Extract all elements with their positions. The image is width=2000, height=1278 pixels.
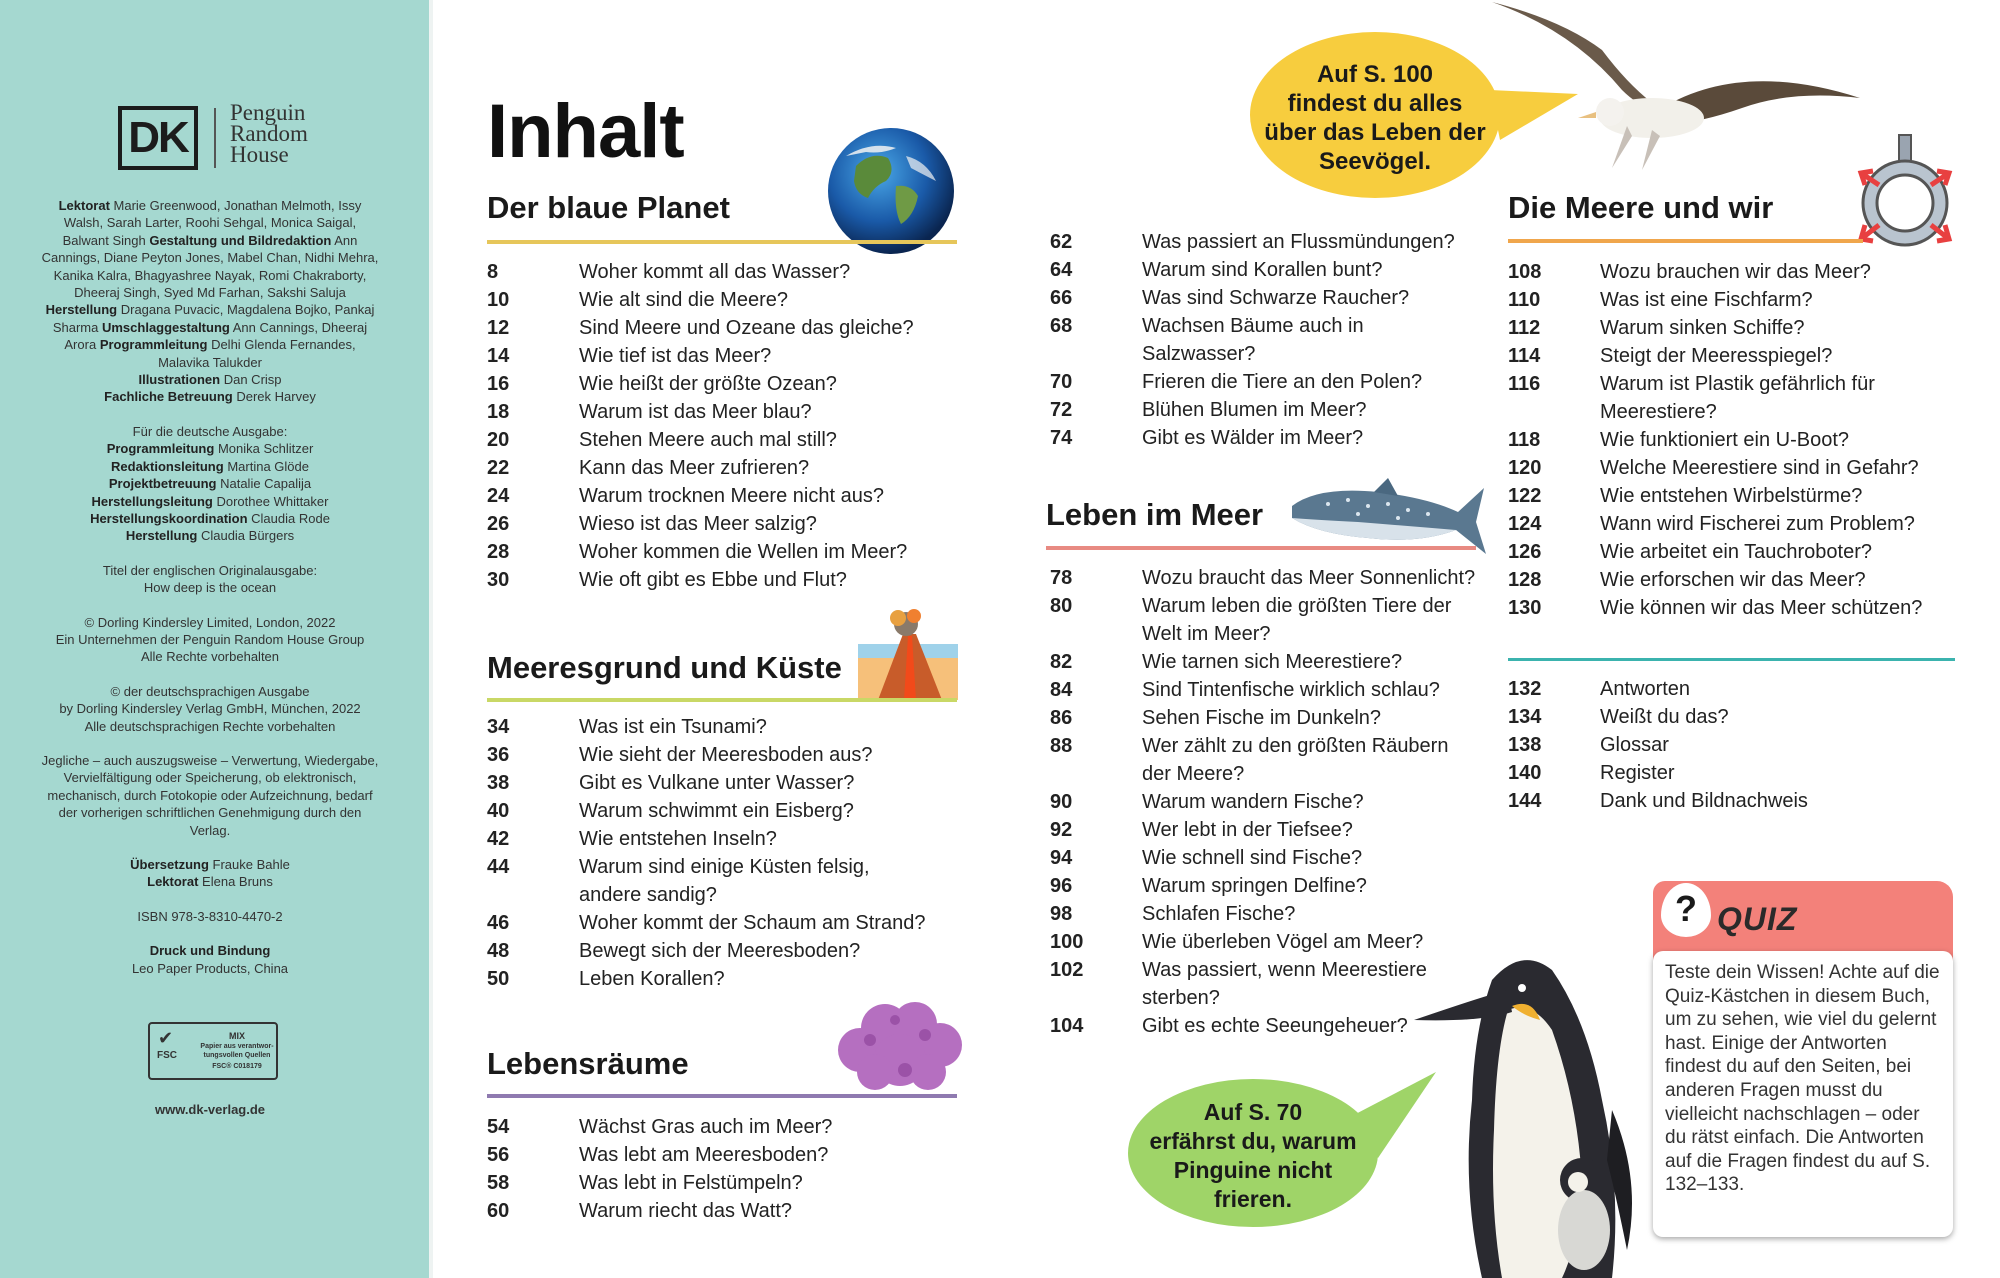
toc-entry[interactable]: 104 Gibt es echte Seeungeheuer? <box>1050 1015 1408 1037</box>
toc-entry[interactable]: 20 Stehen Meere auch mal still? <box>487 429 837 451</box>
dk-logo: DK <box>118 106 198 170</box>
toc-entry[interactable]: 120 Welche Meerestiere sind in Gefahr? <box>1508 457 1919 479</box>
toc-entry[interactable]: 118 Wie funktioniert ein U-Boot? <box>1508 429 1850 451</box>
extras-divider <box>1508 658 1955 661</box>
toc-entry[interactable]: 44 Warum sind einige Küsten felsig, andere sandig? <box>487 856 870 906</box>
toc-entry[interactable]: 56 Was lebt am Meeresboden? <box>487 1144 829 1166</box>
toc-entry[interactable]: 30 Wie oft gibt es Ebbe und Flut? <box>487 569 847 591</box>
translation-credits: Übersetzung Frauke Bahle Lektorat Elena Bruns <box>130 857 290 890</box>
toc-entry[interactable]: 18 Warum ist das Meer blau? <box>487 401 812 423</box>
toc-entry[interactable]: 16 Wie heißt der größte Ozean? <box>487 373 837 395</box>
page-title: Inhalt <box>487 89 684 174</box>
isbn: ISBN 978-3-8310-4470-2 <box>137 908 283 924</box>
toc-entry[interactable]: 50 Leben Korallen? <box>487 968 725 990</box>
fsc-tree-icon: ✔ <box>158 1028 174 1048</box>
toc-entry[interactable]: 48 Bewegt sich der Meeresboden? <box>487 940 861 962</box>
speech-bubble-seabirds: Auf S. 100 findest du alles über das Leben der Seevögel. <box>1264 61 1486 175</box>
toc-entry[interactable]: 64 Warum sind Korallen bunt? <box>1050 259 1383 281</box>
toc-entry[interactable]: 66 Was sind Schwarze Raucher? <box>1050 287 1410 309</box>
toc-entry[interactable]: 98 Schlafen Fische? <box>1050 903 1296 925</box>
toc-entry[interactable]: 74 Gibt es Wälder im Meer? <box>1050 427 1364 449</box>
earth-illustration <box>826 126 956 256</box>
volcano-illustration <box>858 604 958 700</box>
porthole-icon <box>1855 133 1955 253</box>
toc-entry[interactable]: 100 Wie überleben Vögel am Meer? <box>1050 931 1424 953</box>
toc-entry[interactable]: 68 Wachsen Bäume auch in Salzwasser? <box>1050 315 1364 365</box>
speech-bubble-penguins: Auf S. 70 erfährst du, warum Pinguine nicht frieren. <box>1149 1099 1357 1212</box>
toc-entry[interactable]: 134 Weißt du das? <box>1508 706 1729 728</box>
toc-entry[interactable]: 62 Was passiert an Flussmündungen? <box>1050 231 1455 253</box>
copyright-de: © der deutschsprachigen Ausgabe by Dorling Kindersley Verlag GmbH, München, 2022 Alle deutschsprachigen Rechte vorbehalten <box>59 683 361 734</box>
whale-shark-illustration <box>1288 478 1488 564</box>
section-title-meeresgrund: Meeresgrund und Küste <box>487 650 842 685</box>
publisher-logo <box>118 100 358 174</box>
section-title-blauer-planet: Der blaue Planet <box>487 190 730 225</box>
toc-entry[interactable]: 82 Wie tarnen sich Meerestiere? <box>1050 651 1403 673</box>
toc-list-meeresgrund <box>487 713 957 993</box>
toc-entry[interactable]: 86 Sehen Fische im Dunkeln? <box>1050 707 1382 729</box>
toc-entry[interactable]: 84 Sind Tintenfische wirklich schlau? <box>1050 679 1440 701</box>
toc-entry[interactable]: 122 Wie entstehen Wirbelstürme? <box>1508 485 1863 507</box>
toc-entry[interactable]: 70 Frieren die Tiere an den Polen? <box>1050 371 1423 393</box>
section-underline <box>1046 546 1476 550</box>
toc-entry[interactable]: 42 Wie entstehen Inseln? <box>487 828 777 850</box>
toc-list-lebensraeume-cont <box>1050 228 1480 452</box>
rights-notice: Jegliche – auch auszugsweise – Verwertung, Wiedergabe, Vervielfältigung oder Speicherung, ob elektronisch, mechanisch, durch Fotokopie oder Aufzeichnung, bedarf der vorherigen schriftlichen Genehmigung durch den Verlag. <box>41 752 379 838</box>
toc-entry[interactable]: 54 Wächst Gras auch im Meer? <box>487 1116 833 1138</box>
original-title: Titel der englischen Originalausgabe: How deep is the ocean <box>102 562 318 596</box>
toc-entry[interactable]: 126 Wie arbeitet ein Tauchroboter? <box>1508 541 1873 563</box>
toc-entry[interactable]: 128 Wie erforschen wir das Meer? <box>1508 569 1866 591</box>
section-underline <box>487 698 957 702</box>
toc-entry[interactable]: 112 Warum sinken Schiffe? <box>1508 317 1805 339</box>
fsc-badge: ✔ FSC MIX Papier aus verantwor-tungsvollen Quellen FSC® C018179 <box>148 1022 278 1080</box>
toc-entry[interactable]: 14 Wie tief ist das Meer? <box>487 345 772 367</box>
toc-entry[interactable]: 78 Wozu braucht das Meer Sonnenlicht? <box>1050 567 1476 589</box>
toc-entry[interactable]: 96 Warum springen Delfine? <box>1050 875 1367 897</box>
section-title-leben-im-meer: Leben im Meer <box>1046 497 1264 532</box>
toc-entry[interactable]: 26 Wieso ist das Meer salzig? <box>487 513 817 535</box>
toc-entry[interactable]: 144 Dank und Bildnachweis <box>1508 790 1808 812</box>
toc-entry[interactable]: 10 Wie alt sind die Meere? <box>487 289 788 311</box>
credits <box>40 197 380 994</box>
penguin-illustration <box>1412 950 1672 1278</box>
toc-list-blauer-planet <box>487 258 957 594</box>
toc-entry[interactable]: 94 Wie schnell sind Fische? <box>1050 847 1363 869</box>
quiz-text: Teste dein Wissen! Achte auf die Quiz-Kästchen in diesem Buch, um zu sehen, wie viel du gelernt hast. Einige der Antworten findest du auf den Seiten, bei anderen Fragen musst du vielleicht nachschlagen – oder du rätst einfach. Die Antworten auf die Fragen findest du auf S. 132–133. <box>1653 951 1953 1237</box>
toc-entry[interactable]: 110 Was ist eine Fischfarm? <box>1508 289 1813 311</box>
quiz-box <box>1653 881 1953 1237</box>
toc-entry[interactable]: 132 Antworten <box>1508 678 1691 700</box>
toc-entry[interactable]: 138 Glossar <box>1508 734 1669 756</box>
toc-entry[interactable]: 22 Kann das Meer zufrieren? <box>487 457 810 479</box>
toc-entry[interactable]: 72 Blühen Blumen im Meer? <box>1050 399 1367 421</box>
toc-entry[interactable]: 114 Steigt der Meeresspiegel? <box>1508 345 1833 367</box>
section-underline <box>487 1094 957 1098</box>
toc-entry[interactable]: 46 Woher kommt der Schaum am Strand? <box>487 912 926 934</box>
section-title-lebensraeume: Lebensräume <box>487 1046 689 1081</box>
toc-list-lebensraeume <box>487 1113 957 1225</box>
toc-entry[interactable]: 102 Was passiert, wenn Meerestiere sterben? <box>1050 959 1427 1009</box>
toc-entry[interactable]: 130 Wie können wir das Meer schützen? <box>1508 597 1923 619</box>
toc-entry[interactable]: 40 Warum schwimmt ein Eisberg? <box>487 800 854 822</box>
credits-en: Lektorat Marie Greenwood, Jonathan Melmoth, Issy Walsh, Sarah Larter, Roohi Sehgal, Monica Saigal, Balwant Singh Gestaltung und Bildredaktion Ann Cannings, Diane Peyton Jones, Mabel Chan, Nidhi Mehra, Kanika Kalra, Bhagyashree Nayak, Romi Chakraborty, Dheeraj Singh, Syed Md Farhan, Sakshi Saluja Herstellung Dragana Puvacic, Magdalena Bojko, Pankaj Sharma Umschlaggestaltung Ann Cannings, Dheeraj Arora Programmleitung Delhi Glenda Fernandes, Malavika Talukder Illustrationen Dan Crisp Fachliche Betreuung Derek Harvey <box>41 198 379 405</box>
toc-entry[interactable]: 124 Wann wird Fischerei zum Problem? <box>1508 513 1915 535</box>
toc-entry[interactable]: 58 Was lebt in Felstümpeln? <box>487 1172 803 1194</box>
penguin-random-house-logo: Penguin Random House <box>230 100 308 167</box>
coral-illustration <box>830 990 970 1098</box>
quiz-title: QUIZ <box>1717 901 1798 937</box>
section-underline <box>487 240 957 244</box>
printer-info: Druck und Bindung Leo Paper Products, China <box>131 943 289 976</box>
toc-entry[interactable]: 108 Wozu brauchen wir das Meer? <box>1508 261 1871 283</box>
question-mark-icon: ? <box>1661 883 1711 937</box>
toc-entry[interactable]: 116 Warum ist Plastik gefährlich für Meerestiere? <box>1508 373 1875 423</box>
toc-entry[interactable]: 60 Warum riecht das Watt? <box>487 1200 793 1222</box>
toc-entry[interactable]: 90 Warum wandern Fische? <box>1050 791 1364 813</box>
toc-entry[interactable]: 34 Was ist ein Tsunami? <box>487 716 767 738</box>
toc-entry[interactable]: 80 Warum leben die größten Tiere der Welt im Meer? <box>1050 595 1452 645</box>
toc-entry[interactable]: 12 Sind Meere und Ozeane das gleiche? <box>487 317 914 339</box>
toc-entry[interactable]: 8 Woher kommt all das Wasser? <box>487 261 851 283</box>
website-url[interactable]: www.dk-verlag.de <box>154 1102 266 1117</box>
toc-list-meere-und-wir <box>1508 258 1958 622</box>
toc-entry[interactable]: 92 Wer lebt in der Tiefsee? <box>1050 819 1353 841</box>
toc-entry[interactable]: 36 Wie sieht der Meeresboden aus? <box>487 744 873 766</box>
toc-entry[interactable]: 38 Gibt es Vulkane unter Wasser? <box>487 772 855 794</box>
section-underline <box>1508 239 1863 243</box>
credits-de: Für die deutsche Ausgabe: Programmleitung Monika Schlitzer Redaktionsleitung Martina Glöde Projektbetreuung Natalie Capalija Herstellungsleitung Dorothee Whittaker Herstellungskoordination Claudia Rode Herstellung Claudia Bürgers <box>90 423 330 544</box>
toc-entry[interactable]: 140 Register <box>1508 762 1675 784</box>
toc-list-extras <box>1508 675 1958 815</box>
logo-divider <box>214 108 216 168</box>
toc-entry[interactable]: 28 Woher kommen die Wellen im Meer? <box>487 541 908 563</box>
copyright-en: © Dorling Kindersley Limited, London, 2022 Ein Unternehmen der Penguin Random House Group Alle Rechte vorbehalten <box>55 614 365 665</box>
imprint-column <box>0 0 433 1278</box>
section-title-meere-und-wir: Die Meere und wir <box>1508 190 1774 225</box>
toc-entry[interactable]: 88 Wer zählt zu den größten Räubern der Meere? <box>1050 735 1449 785</box>
albatross-illustration <box>1492 0 1862 176</box>
toc-entry[interactable]: 24 Warum trocknen Meere nicht aus? <box>487 485 884 507</box>
